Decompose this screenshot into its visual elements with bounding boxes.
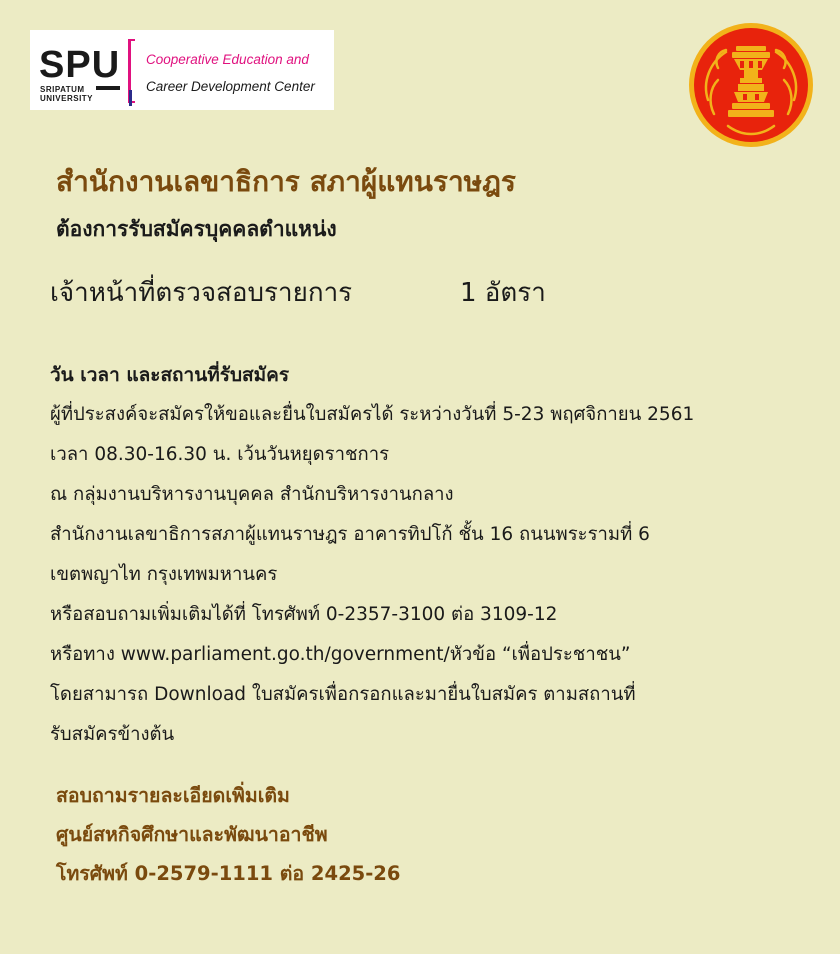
application-line: ผู้ที่ประสงค์จะสมัครให้ขอและยื่นใบสมัครได้ ระหว่างวันที่ 5-23 พฤศจิกายน 2561 [50,404,695,425]
spu-underline [96,86,120,90]
application-line: รับสมัครข้างต้น [50,724,175,745]
center-name-line2: Career Development Center [146,79,315,94]
position-rate: 1 อัตรา [460,278,546,308]
application-line: เขตพญาไท กรุงเทพมหานคร [50,564,278,585]
center-name-line1: Cooperative Education and [146,52,309,67]
position-name: เจ้าหน้าที่ตรวจสอบรายการ [50,278,353,308]
contact-heading: สอบถามรายละเอียดเพิ่มเติม [56,784,290,807]
application-line: หรือทาง www.parliament.go.th/government/หัวข้อ “เพื่อประชาชน” [50,644,631,665]
contact-phone: โทรศัพท์ 0-2579-1111 ต่อ 2425-26 [56,862,401,885]
parliament-emblem-icon [688,22,814,148]
application-heading: วัน เวลา และสถานที่รับสมัคร [50,364,290,386]
page-title: สำนักงานเลขาธิการ สภาผู้แทนราษฎร [56,165,516,198]
application-line: เวลา 08.30-16.30 น. เว้นวันหยุดราชการ [50,444,390,465]
spu-wordmark: SPU [39,44,121,86]
logo-bracket-accent [129,90,132,106]
spu-logo [30,30,334,110]
application-line: สำนักงานเลขาธิการสภาผู้แทนราษฎร อาคารทิปโก้ ชั้น 16 ถนนพระรามที่ 6 [50,524,650,545]
application-line: ณ กลุ่มงานบริหารงานบุคคล สำนักบริหารงานกลาง [50,484,454,505]
page-subtitle: ต้องการรับสมัครบุคคลตำแหน่ง [56,217,337,241]
application-line: หรือสอบถามเพิ่มเติมได้ที่ โทรศัพท์ 0-2357-3100 ต่อ 3109-12 [50,604,558,625]
application-line: โดยสามารถ Download ใบสมัครเพื่อกรอกและมายื่นใบสมัคร ตามสถานที่ [50,684,636,705]
contact-center-name: ศูนย์สหกิจศึกษาและพัฒนาอาชีพ [56,823,328,846]
spu-subtext: SRIPATUM UNIVERSITY [40,85,94,103]
position-row [50,272,546,313]
